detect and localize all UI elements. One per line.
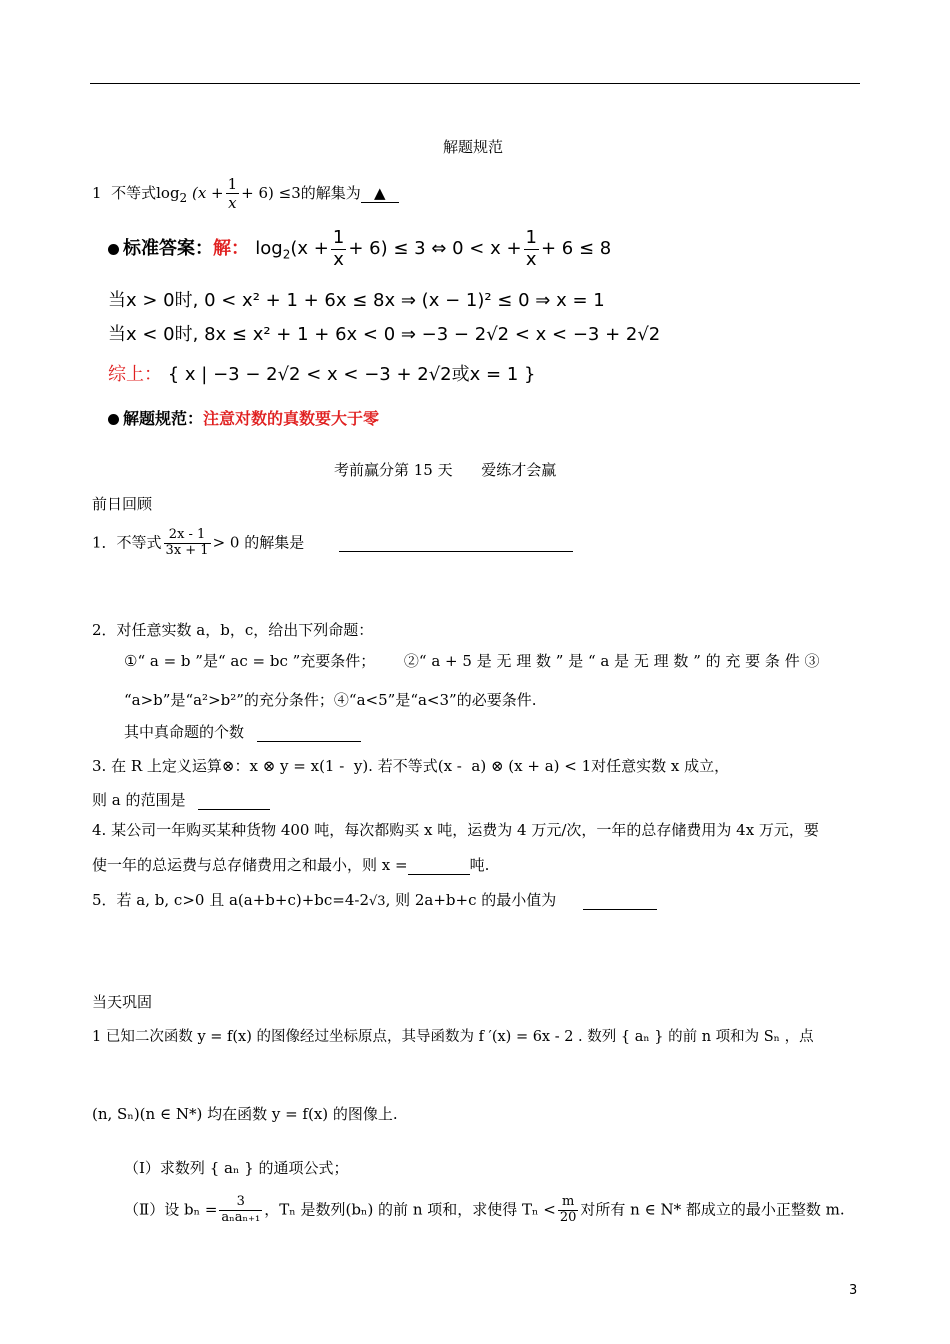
q5-sqrt: √3 [369,894,386,909]
review-q5 [92,889,657,910]
fraction [226,176,240,212]
norm-label: 解题规范： [123,409,204,428]
fraction-denominator: x [525,248,537,270]
answer-blank [198,791,270,810]
fraction-denominator: x [333,248,344,270]
q1-prefix: 1．不等式 [92,533,162,552]
consolidate-heading: 当天巩固 [92,993,153,1011]
answer-blank [583,891,657,910]
answer-mark: ▲ [374,184,386,203]
answer-blank [339,533,573,552]
fraction-denominator: 20 [559,1209,577,1225]
problem-prefix: 不等式 [111,184,157,203]
solution-jie: 解： [213,238,249,260]
page-number: 3 [849,1283,858,1298]
answer-blank [408,856,470,875]
summary-label: 综上： [108,364,162,385]
page-title: 解题规范 [443,138,504,156]
q3-question: 则 a 的范围是 [92,791,186,809]
q1-suffix: > 0 的解集是 [212,533,305,552]
solution-label: 标准答案： [123,238,213,260]
fraction-denominator: aₙaₙ₊₁ [221,1209,261,1225]
fraction-numerator: 1 [332,227,345,248]
summary-expr: { x | −3 − 2√2 < x < −3 + 2√2或x = 1 } [167,364,536,385]
review-q3-line1: 3. 在 R 上定义运算⊗：x ⊗ y = x(1 - y). 若不等式(x - a) ⊗ (x + a) < 1对任意实数 x 成立， [92,757,730,775]
consolidate-p1-line1: 1 已知二次函数 y = f(x) 的图像经过坐标原点，其导函数为 f ′(x) = 6x - 2 . 数列 { aₙ } 的前 n 项和为 Sₙ ，点 [92,1029,814,1045]
review-heading: 前日回顾 [92,495,153,513]
solution-line-3: 当x < 0时, 8x ≤ x² + 1 + 6x < 0 ⇒ −3 − 2√2 < x < −3 + 2√2 [108,324,661,345]
problem-number: 1 [92,184,102,203]
review-q2-line3: “a>b”是“a²>b²”的充分条件；④“a<5”是“a<3”的必要条件. [124,691,537,709]
fraction-numerator: 2x - 1 [164,528,211,544]
log-text: log [255,238,283,260]
problem-suffix: 的解集为 [300,184,361,203]
fraction-numerator: m [558,1195,579,1211]
review-q2-line2: ①“ a = b ”是“ ac = bc ”充要条件； ②“ a + 5 是 无 理 数 ” 是 “ a 是 无 理 数 ” 的 充 要 条 件 ③ [124,652,820,670]
part2-text-c: 对所有 n ∈ N* 都成立的最小正整数 m. [580,1200,845,1219]
q4-unit: 吨. [469,856,490,874]
fraction-numerator: 1 [227,175,238,193]
consolidate-part1: （Ⅰ）求数列 { aₙ } 的通项公式； [124,1159,349,1177]
answer-blank [361,184,399,203]
part2-text-a: （Ⅱ）设 bₙ = [124,1200,218,1219]
solution-line-1 [108,228,611,270]
q5-text-b: , 则 2a+b+c 的最小值为 [385,891,557,909]
expr-close: + 6) ≤3 [241,184,301,203]
expr-open: (x + [191,184,224,203]
fraction [558,1195,579,1226]
fraction-denominator: 3x + 1 [165,542,209,558]
bullet-icon [108,414,119,425]
review-q3-line2 [92,789,270,810]
fraction-numerator: 3 [219,1195,262,1211]
review-q2-line1: 2．对任意实数 a，b，c，给出下列命题： [92,621,374,639]
review-q1 [92,528,573,559]
expr-2: + 6) ≤ 3 ⇔ 0 < x + [348,238,522,260]
fraction-numerator: 1 [525,227,537,248]
fraction [331,228,346,270]
fraction-denominator: x [228,194,237,213]
review-q4-line2 [92,854,489,875]
q4-question: 使一年的总运费与总存储费用之和最小，则 x = [92,856,408,874]
q5-text-a: 5．若 a, b, c>0 且 a(a+b+c)+bc=4-2 [92,891,370,909]
fraction [164,528,211,559]
consolidate-p1-line2: (n, Sₙ)(n ∈ N*) 均在函数 y = f(x) 的图像上. [92,1105,398,1123]
problem-1 [92,176,399,212]
part2-text-b: ，Tₙ 是数列(bₙ) 的前 n 项和，求使得 Tₙ < [264,1200,556,1219]
log-base: 2 [282,247,291,262]
expr-3: + 6 ≤ 8 [540,238,612,260]
q2-question: 其中真命题的个数 [124,723,245,741]
review-q2-line4 [124,721,361,742]
norm-text: 注意对数的真数要大于零 [203,409,380,428]
solution-summary [108,360,535,386]
log-text: log [156,184,180,203]
fraction [524,228,539,270]
section-title: 考前赢分第 15 天 爱练才会赢 [334,461,557,479]
fraction [219,1195,262,1226]
review-q4-line1: 4. 某公司一年购买某种货物 400 吨，每次都购买 x 吨，运费为 4 万元/次，一年的总存储费用为 4x 万元，要 [92,821,819,839]
solution-line-2: 当x > 0时, 0 < x² + 1 + 6x ≤ 8x ⇒ (x − 1)² ≤ 0 ⇒ x = 1 [108,290,605,311]
consolidate-part2 [124,1195,845,1226]
answer-blank [257,723,361,742]
solution-norm [108,406,379,429]
expr-1: (x + [290,238,329,260]
bullet-icon [108,244,119,255]
header-rule [90,83,860,84]
log-base: 2 [179,191,188,206]
